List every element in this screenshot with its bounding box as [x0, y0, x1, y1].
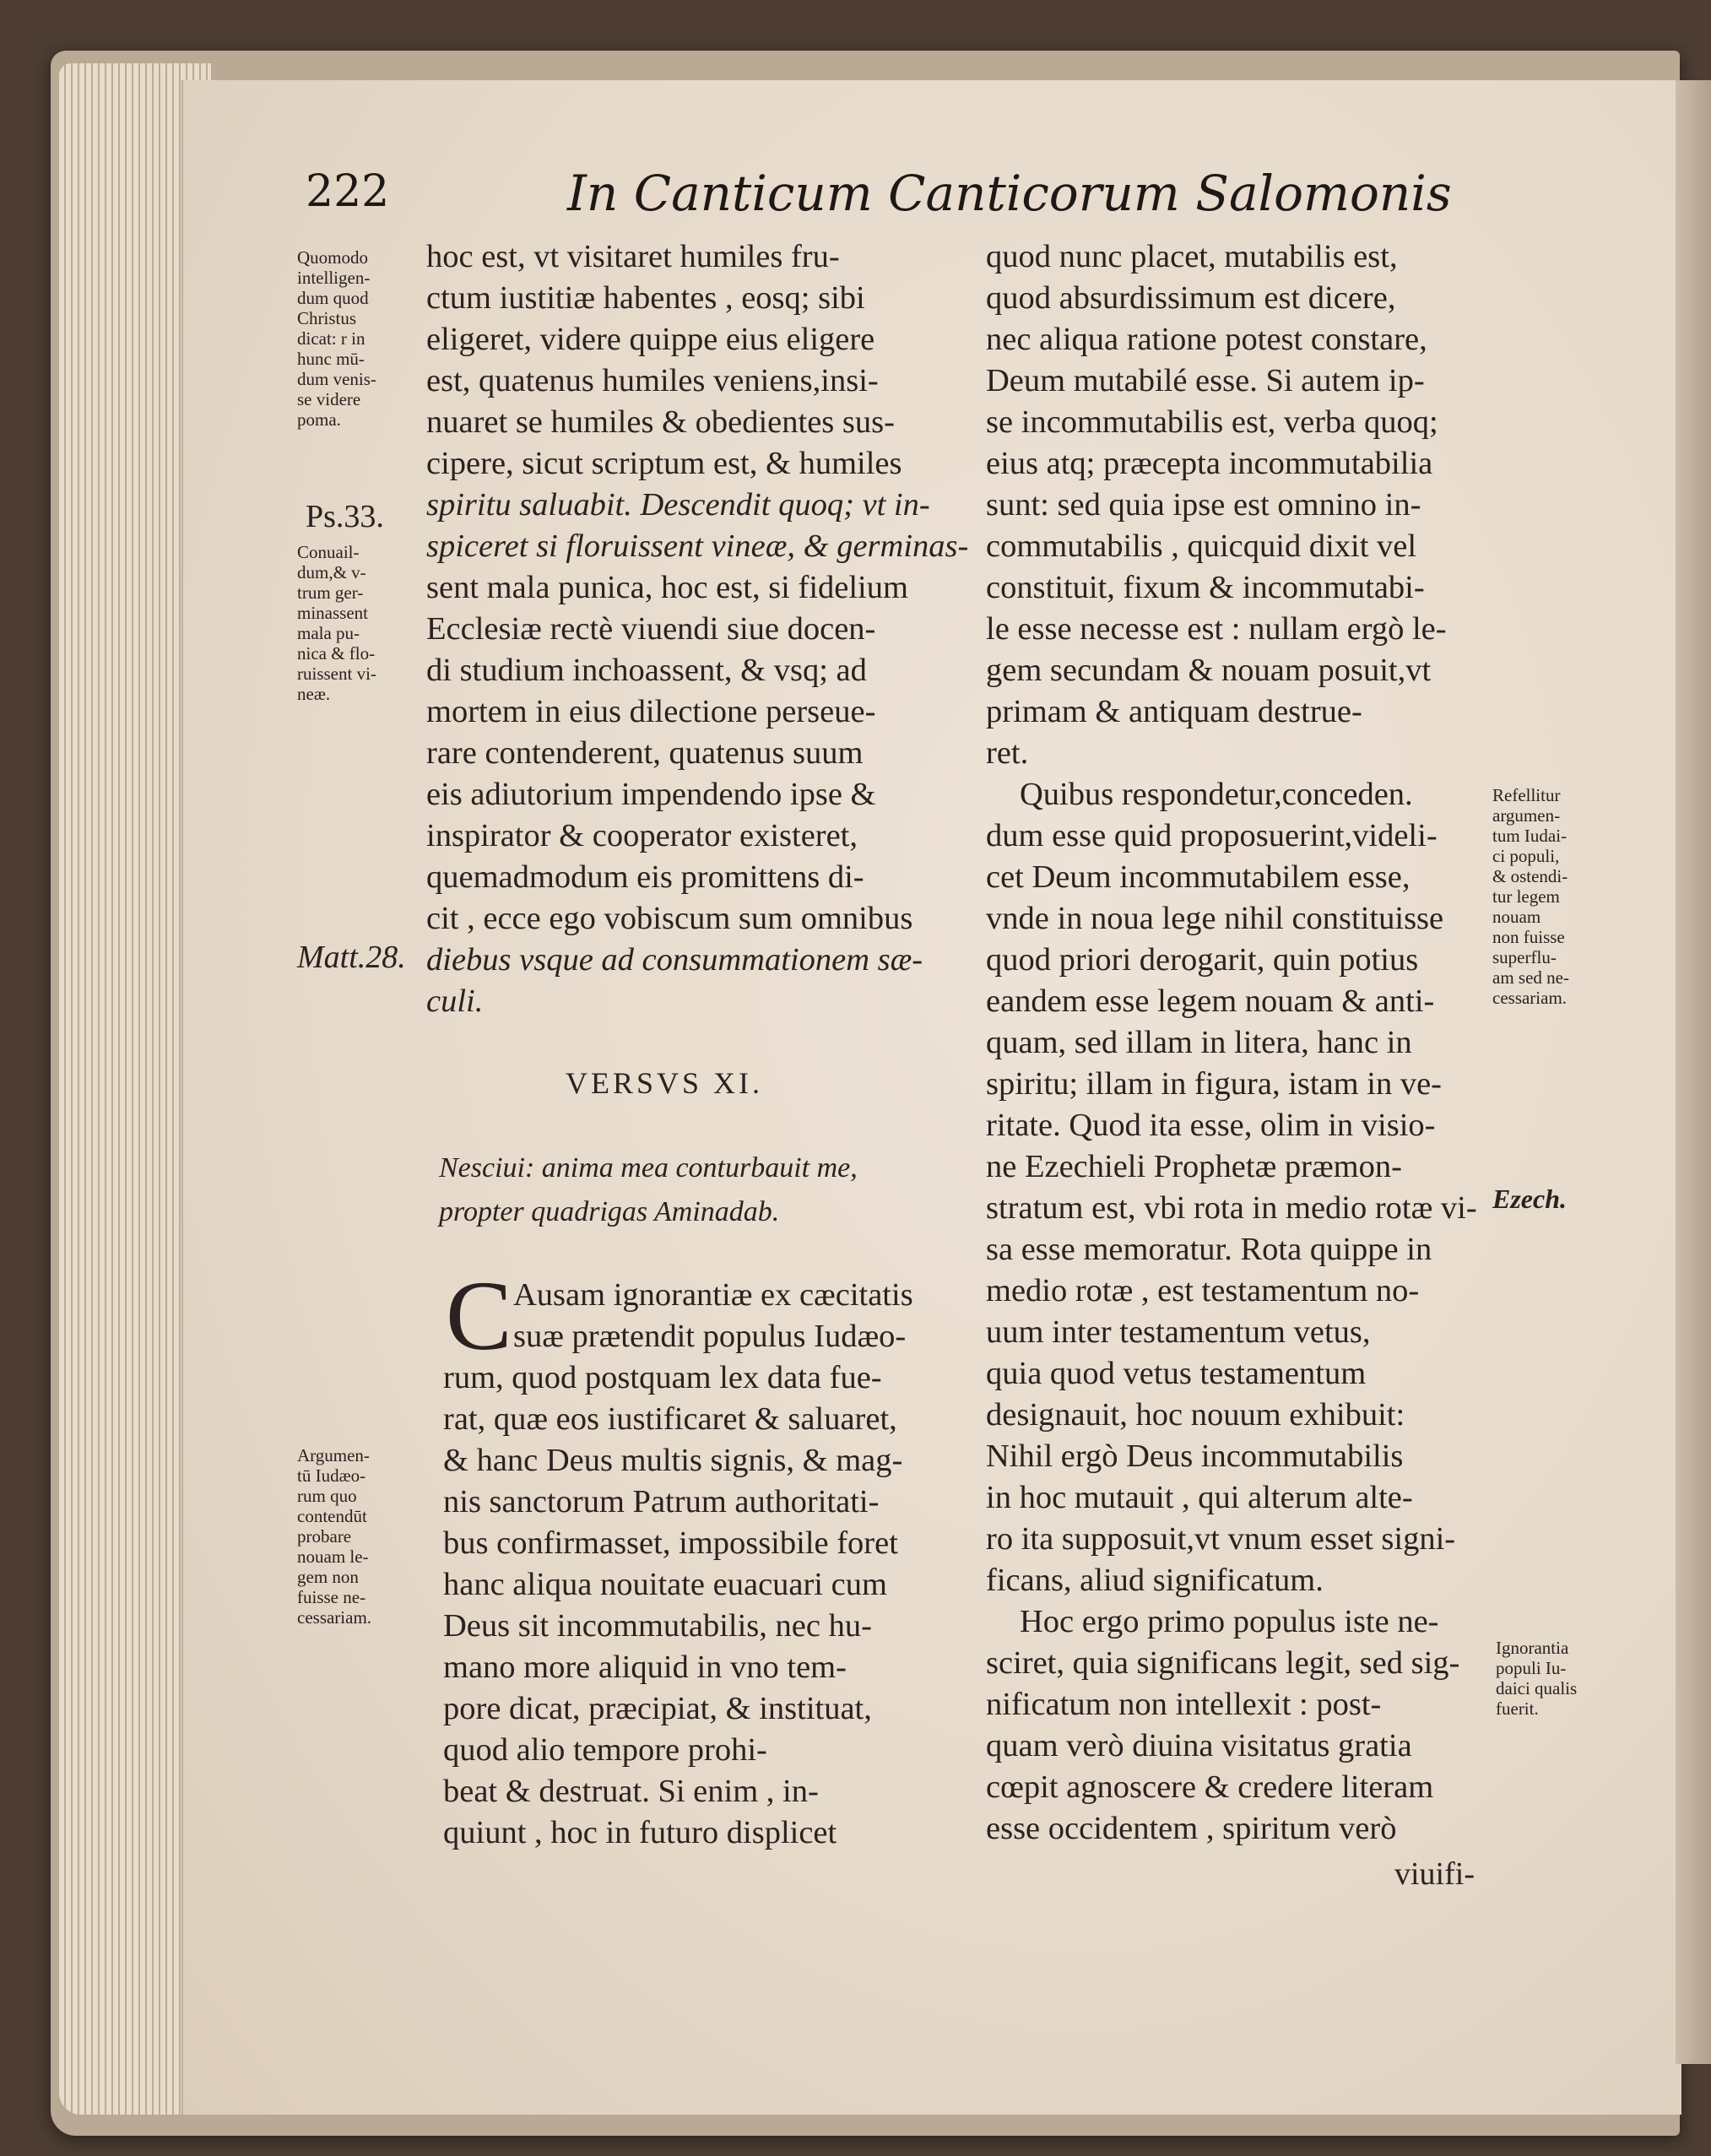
margin-line: contendūt — [297, 1506, 367, 1526]
margin-line: tū Iudæo- — [297, 1465, 366, 1486]
margin-line: se videre — [297, 389, 361, 409]
margin-line: ruissent vi- — [297, 664, 376, 684]
margin-line: cessariam. — [297, 1607, 372, 1628]
text-line: eis adiutorium impendendo ipse & — [426, 777, 876, 812]
margin-line: daici qualis — [1496, 1678, 1578, 1698]
margin-note-left-top — [297, 247, 376, 430]
text-line: rum, quod postquam lex data fue- — [443, 1360, 882, 1395]
text-line: mortem in eius dilectione perseue- — [426, 694, 876, 729]
left-column-text-lower — [443, 1357, 902, 1854]
text-line: spiceret si floruissent vineæ, & germinas- — [426, 528, 969, 564]
verse-line: propter quadrigas Aminadab. — [439, 1196, 780, 1227]
text-line: Deus sit incommutabilis, nec hu- — [443, 1608, 872, 1644]
left-column-text — [426, 236, 969, 1022]
text-line: quiunt , hoc in futuro displicet — [443, 1815, 837, 1850]
margin-line: am sed ne- — [1492, 967, 1569, 988]
page-number: 222 — [306, 166, 390, 217]
text-line: cœpit agnoscere & credere literam — [986, 1769, 1434, 1805]
text-line: quia quod vetus testamentum — [986, 1356, 1367, 1391]
text-line: diebus vsque ad consummationem sæ- — [426, 942, 923, 978]
margin-line: & ostendi- — [1492, 866, 1568, 886]
margin-line: tum Iudai- — [1492, 826, 1568, 846]
text-line: hanc aliqua nouitate euacuari cum — [443, 1567, 887, 1602]
margin-ref-matthew: Matt.28. — [297, 940, 406, 975]
text-line: Ausam ignorantiæ ex cæcitatis — [513, 1277, 913, 1313]
text-line: in hoc mutauit , qui alterum alte- — [986, 1480, 1413, 1515]
text-line: nificatum non intellexit : post- — [986, 1687, 1382, 1722]
text-line: stratum est, vbi rota in medio rotæ vi- — [986, 1190, 1477, 1226]
margin-line: argumen- — [1492, 805, 1561, 826]
text-line: ficans, aliud significatum. — [986, 1563, 1324, 1598]
margin-line: nica & flo- — [297, 643, 376, 664]
text-line: quod alio tempore prohi- — [443, 1732, 767, 1768]
text-line: eligeret, videre quippe eius eligere — [426, 322, 875, 357]
drop-cap: C — [446, 1260, 512, 1371]
text-line: Deum mutabilé esse. Si autem ip- — [986, 363, 1425, 398]
text-line: esse occidentem , spiritum verò — [986, 1811, 1397, 1846]
margin-line: minassent — [297, 603, 368, 623]
text-line: nis sanctorum Patrum authoritati- — [443, 1484, 880, 1519]
margin-line: cessariam. — [1492, 988, 1568, 1008]
margin-line: tur legem — [1492, 886, 1560, 907]
margin-line: hunc mū- — [297, 349, 365, 369]
text-line: suæ prætendit populus Iudæo- — [513, 1319, 907, 1354]
text-line: vnde in noua lege nihil constituisse — [986, 901, 1444, 936]
text-line: Ecclesiæ rectè viuendi siue docen- — [426, 611, 876, 647]
text-line: est, quatenus humiles veniens,insi- — [426, 363, 879, 398]
text-line: ro ita supposuit,vt vnum esset signi- — [986, 1521, 1456, 1557]
text-line: mano more aliquid in vno tem- — [443, 1650, 847, 1685]
margin-line: Christus — [297, 308, 357, 328]
text-line: gem secundam & nouam posuit,vt — [986, 653, 1432, 688]
margin-note-right-bottom — [1496, 1638, 1577, 1719]
text-line: designauit, hoc nouum exhibuit: — [986, 1397, 1405, 1433]
margin-note-left-bottom — [297, 1445, 371, 1628]
text-line: rat, quæ eos iustificaret & saluaret, — [443, 1401, 897, 1437]
text-line: quod nunc placet, mutabilis est, — [986, 239, 1398, 274]
text-line: ctum iustitiæ habentes , eosq; sibi — [426, 280, 865, 316]
margin-note-right-top — [1492, 785, 1569, 1008]
verse-heading: VERSVS XI. — [566, 1066, 764, 1100]
margin-line: rum quo — [297, 1486, 357, 1506]
text-line: spiritu saluabit. Descendit quoq; vt in- — [426, 487, 930, 523]
margin-line: probare — [297, 1526, 352, 1547]
text-line: quod absurdissimum est dicere, — [986, 280, 1396, 316]
running-head — [306, 165, 1452, 224]
text-line: uum inter testamentum vetus, — [986, 1314, 1371, 1350]
text-line: primam & antiquam destrue- — [986, 694, 1362, 729]
text-line: eandem esse legem nouam & anti- — [986, 983, 1435, 1019]
margin-line: Refellitur — [1492, 785, 1561, 805]
text-line: cipere, sicut scriptum est, & humiles — [426, 446, 902, 481]
text-line: di studium inchoassent, & vsq; ad — [426, 653, 867, 688]
text-line: rare contenderent, quatenus suum — [426, 735, 864, 771]
text-line: Hoc ergo primo populus iste ne- — [1020, 1604, 1439, 1639]
text-line: inspirator & cooperator existeret, — [426, 818, 858, 853]
text-line: bus confirmasset, impossibile foret — [443, 1525, 898, 1561]
text-line: eius atq; præcepta incommutabilia — [986, 446, 1433, 481]
margin-line: trum ger- — [297, 582, 364, 603]
text-line: nec aliqua ratione potest constare, — [986, 322, 1427, 357]
margin-line: dum quod — [297, 288, 369, 308]
facing-page-edge — [1676, 80, 1711, 2064]
margin-line: neæ. — [297, 684, 331, 704]
margin-line: non fuisse — [1492, 927, 1565, 947]
text-line: Quibus respondetur,conceden. — [1020, 777, 1413, 812]
text-line: dum esse quid proposuerint,videli- — [986, 818, 1438, 853]
text-line: constituit, fixum & incommutabi- — [986, 570, 1425, 605]
margin-line: intelligen- — [297, 268, 371, 288]
margin-line: dum,& v- — [297, 562, 366, 582]
margin-line: dicat: r in — [297, 328, 365, 349]
margin-line: nouam — [1492, 907, 1541, 927]
margin-line: ci populi, — [1492, 846, 1560, 866]
text-line: sciret, quia significans legit, sed sig- — [986, 1645, 1460, 1681]
text-line: quemadmodum eis promittens di- — [426, 859, 864, 895]
margin-ref-psalm: Ps.33. — [306, 499, 384, 534]
margin-line: fuerit. — [1496, 1698, 1539, 1719]
margin-line: Ignorantia — [1496, 1638, 1569, 1658]
running-title: In Canticum Canticorum Salomonis — [567, 165, 1452, 222]
text-line: commutabilis , quicquid dixit vel — [986, 528, 1417, 564]
margin-line: populi Iu- — [1496, 1658, 1567, 1678]
text-line: se incommutabilis est, verba quoq; — [986, 404, 1438, 440]
text-line: Nihil ergò Deus incommutabilis — [986, 1438, 1404, 1474]
margin-ref-ezechiel: Ezech. — [1492, 1184, 1567, 1214]
right-column-text — [986, 236, 1513, 1850]
text-line: beat & destruat. Si enim , in- — [443, 1774, 819, 1809]
left-column-text-dropcap — [513, 1275, 913, 1357]
margin-note-left-mid — [297, 542, 376, 704]
margin-line: Quomodo — [297, 247, 368, 268]
catchword: viuifi- — [1394, 1856, 1475, 1892]
text-line: hoc est, vt visitaret humiles fru- — [426, 239, 840, 274]
margin-line: poma. — [297, 409, 341, 430]
margin-line: Argumen- — [297, 1445, 370, 1465]
margin-line: fuisse ne- — [297, 1587, 366, 1607]
margin-line: dum venis- — [297, 369, 376, 389]
text-line: cit , ecce ego vobiscum sum omnibus — [426, 901, 913, 936]
text-line: cet Deum incommutabilem esse, — [986, 859, 1410, 895]
text-line: quam verò diuina visitatus gratia — [986, 1728, 1412, 1763]
verse-line: Nesciui: anima mea conturbauit me, — [439, 1152, 858, 1184]
text-line: ret. — [986, 735, 1029, 771]
text-line: le esse necesse est : nullam ergò le- — [986, 611, 1447, 647]
text-line: medio rotæ , est testamentum no- — [986, 1273, 1420, 1308]
text-line: culi. — [426, 983, 484, 1019]
margin-line: nouam le- — [297, 1547, 369, 1567]
text-line: ritate. Quod ita esse, olim in visio- — [986, 1108, 1436, 1143]
text-line: sa esse memoratur. Rota quippe in — [986, 1232, 1432, 1267]
text-line: quod priori derogarit, quin potius — [986, 942, 1419, 978]
margin-line: Conuail- — [297, 542, 360, 562]
margin-line: superflu- — [1492, 947, 1557, 967]
text-line: spiritu; illam in figura, istam in ve- — [986, 1066, 1442, 1102]
text-line: quam, sed illam in litera, hanc in — [986, 1025, 1412, 1060]
text-line: nuaret se humiles & obedientes sus- — [426, 404, 895, 440]
margin-line: gem non — [297, 1567, 359, 1587]
margin-line: mala pu- — [297, 623, 360, 643]
text-line: & hanc Deus multis signis, & mag- — [443, 1443, 903, 1478]
verse-quotation — [439, 1146, 858, 1234]
text-line: sent mala punica, hoc est, si fidelium — [426, 570, 908, 605]
text-line: sunt: sed quia ipse est omnino in- — [986, 487, 1421, 523]
text-line: pore dicat, præcipiat, & instituat, — [443, 1691, 872, 1726]
text-line: ne Ezechieli Prophetæ præmon- — [986, 1149, 1402, 1184]
